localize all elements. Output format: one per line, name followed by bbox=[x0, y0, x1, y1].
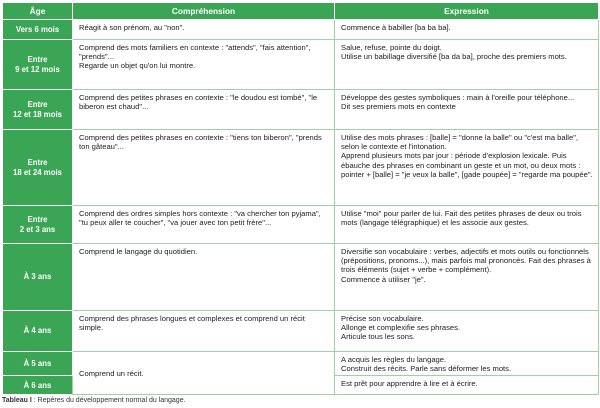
expression-cell: A acquis les règles du langage. Construit des récits. Parle sans déformer les mots. bbox=[335, 352, 599, 376]
caption-text: : Repères du développement normal du langage. bbox=[31, 397, 186, 404]
table-row bbox=[3, 244, 599, 311]
comprehension-cell: Comprend des phrases longues et complexes et comprend un récit simple. bbox=[73, 311, 335, 352]
expression-cell: Précise son vocabulaire. Allonge et complexifie ses phrases. Articule tous les sons. bbox=[335, 311, 599, 352]
table-header-row bbox=[3, 3, 599, 20]
age-cell: À 6 ans bbox=[3, 376, 73, 395]
comprehension-cell: Comprend le langage du quotidien. bbox=[73, 244, 335, 311]
age-cell: Vers 6 mois bbox=[3, 20, 73, 40]
expression-cell: Commence à babiller [ba ba ba]. bbox=[335, 20, 599, 40]
expression-cell: Diversifie son vocabulaire : verbes, adjectifs et mots outils ou fonctionnels (prépositions, pronoms...), mais parfois mal prononcés. Fait des phrases à trois éléments (sujet + verbe + complément). Commence à utiliser "je". bbox=[335, 244, 599, 311]
table-row bbox=[3, 40, 599, 90]
comprehension-cell: Comprend des ordres simples hors contexte : "va chercher ton pyjama", "tu peux aller te coucher", "va jouer avec ton petit frère"... bbox=[73, 206, 335, 244]
expression-cell: Salue, refuse, pointe du doigt. Utilise un babillage diversifié [ba da ba], proche des premiers mots. bbox=[335, 40, 599, 90]
age-cell: Entre 2 et 3 ans bbox=[3, 206, 73, 244]
expression-cell: Utilise des mots phrases : [balle] = "donne la balle" ou "c'est ma balle", selon le contexte et l'intonation. Apprend plusieurs mots par jour : période d'explosion lexicale. Puis ébauche des phrases en combinant un geste et un mot, ou deux mots : pointer + [balle] = "je veux la balle", [gade poupée] = "regarde ma poupée". bbox=[335, 130, 599, 206]
header-expression: Expression bbox=[335, 3, 599, 20]
caption-label: Tableau I bbox=[2, 397, 32, 404]
header-comprehension: Compréhension bbox=[73, 3, 335, 20]
header-age: Âge bbox=[3, 3, 73, 20]
age-cell: À 3 ans bbox=[3, 244, 73, 311]
age-cell: À 4 ans bbox=[3, 311, 73, 352]
table-row bbox=[3, 20, 599, 40]
comprehension-cell: Comprend des petites phrases en contexte : "tiens ton biberon", "prends ton gâteau"... bbox=[73, 130, 335, 206]
language-development-table-container bbox=[2, 2, 598, 395]
language-development-table bbox=[2, 2, 599, 395]
age-cell: À 5 ans bbox=[3, 352, 73, 376]
expression-cell: Développe des gestes symboliques : main à l'oreille pour téléphone... Dit ses premiers mots en contexte bbox=[335, 90, 599, 130]
expression-cell: Est prêt pour apprendre à lire et à écrire. bbox=[335, 376, 599, 395]
age-cell: Entre 18 et 24 mois bbox=[3, 130, 73, 206]
table-row bbox=[3, 311, 599, 352]
age-cell: Entre 12 et 18 mois bbox=[3, 90, 73, 130]
table-row bbox=[3, 130, 599, 206]
table-row bbox=[3, 352, 599, 376]
expression-cell: Utilise "moi" pour parler de lui. Fait des petites phrases de deux ou trois mots (langage télégraphique) et les associe aux gestes. bbox=[335, 206, 599, 244]
comprehension-cell: Réagit à son prénom, au "non". bbox=[73, 20, 335, 40]
table-row bbox=[3, 206, 599, 244]
table-row bbox=[3, 90, 599, 130]
comprehension-cell: Comprend des mots familiers en contexte : "attends", "fais attention", "prends"... Regarde un objet qu'on lui montre. bbox=[73, 40, 335, 90]
age-cell: Entre 9 et 12 mois bbox=[3, 40, 73, 90]
comprehension-cell: Comprend un récit. bbox=[73, 352, 335, 395]
table-caption bbox=[2, 397, 186, 404]
comprehension-cell: Comprend des petites phrases en contexte : "le doudou est tombé", "le biberon est chaud"... bbox=[73, 90, 335, 130]
